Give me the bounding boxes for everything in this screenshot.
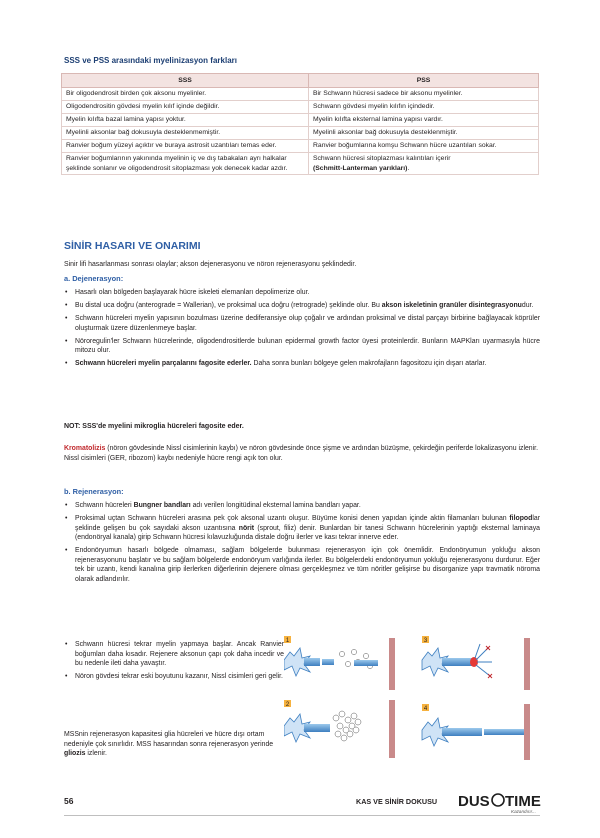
table-cell: Ranvier boğum yüzeyi açıktır ve buraya astrosit uzantıları temas eder. <box>62 139 309 152</box>
comparison-table <box>61 73 539 175</box>
table-cell: Myelin kılıfta bazal lamina yapısı yoktur. <box>62 113 309 126</box>
muscle-fiber <box>524 638 530 690</box>
table-title: SSS ve PSS arasındaki myelinizasyon farkları <box>64 56 237 65</box>
dustime-logo <box>458 789 544 815</box>
table-row <box>62 100 539 113</box>
intro-text: Sinir lifi hasarlanması sonrası olaylar; akson dejenerasyonu ve nöron rejenerasyonu şeklindedir. <box>64 261 357 268</box>
list-item <box>64 546 540 584</box>
axon-segment <box>442 658 472 666</box>
table-cell: Myelin kılıfta eksternal lamina yapısı vardır. <box>309 113 539 126</box>
list-item-bold: Bungner bandları <box>133 502 191 509</box>
chromatolysis-term: Kromatolizis <box>64 445 106 452</box>
panel-number: 3 <box>423 638 428 644</box>
panel-number: 4 <box>423 706 428 712</box>
panel-number: 2 <box>285 702 290 708</box>
page-number: 56 <box>64 796 74 806</box>
panel-1 <box>284 636 395 690</box>
table-cell: Schwann gövdesi myelin kılıfın içindedir. <box>309 100 539 113</box>
list-item <box>64 288 540 298</box>
list-item <box>64 337 540 356</box>
table-cell-bold: (Schmitt-Lanterman yarıkları) <box>313 164 408 172</box>
axon-segment <box>304 724 330 732</box>
table-cell: Bir Schwann hücresi sadece bir aksonu myelinler. <box>309 88 539 101</box>
subheading-degeneration: a. Dejenerasyon: <box>64 274 124 283</box>
list-item <box>64 514 540 543</box>
degeneration-list <box>64 288 540 372</box>
list-item <box>64 640 284 669</box>
list-item-text: Schwann hücreleri myelin yapısının bozulması üzerine dediferansiye olup çoğalır ve ardından proksimal ve distal parçayı birbirine bağlayacak köprüler oluşturmak üzere düzenlenmeye başlar. <box>75 314 540 332</box>
myelin-debris-cluster <box>333 711 361 741</box>
list-item <box>64 359 540 369</box>
table-cell: Ranvier boğumlarına komşu Schwann hücre uzantıları sokar. <box>309 139 539 152</box>
list-item-text: Nöron gövdesi tekrar eski boyutunu kazanır, Nissl cisimleri geri gelir. <box>75 673 283 681</box>
axon-segment <box>322 659 334 665</box>
table-row <box>62 88 539 101</box>
list-item-text: Nöroregulin'ler Schwann hücrelerinde, oligodendrositlerde bulunan epidermal growth factor üyesi proteinlerdir. Bunların MAPKları uyarmasıyla hücre mitozu olur. <box>75 337 540 355</box>
list-item <box>64 672 284 682</box>
mss-text: MSSnin rejenerasyon kapasitesi glia hücreleri ve hücre dışı ortam nedeniyle çok sınırlıdır. MSS hasarından sonra rejenerasyon yerinde <box>64 731 274 748</box>
table-cell: Ranvier boğumlarının yakınında myelinin iç ve dış tabakaları ayrı halkalar şeklinde sonlanır ve oligodendrosit sitoplazması yok denecek kadar azdır. <box>62 152 309 174</box>
table-row <box>62 139 539 152</box>
table-row <box>62 113 539 126</box>
axon-segment <box>442 728 482 736</box>
panel-4 <box>422 704 530 760</box>
chromatolysis-text: (nöron gövdesinde Nissl cisimlerinin kaybı) ve nöron gövdesinde önce şişme ve ardından büzüşme, çekirdeğin periferde lokalizasyonu izlenir. Nissl cisimleri (GER, ribozom) kaybı nedeniyle hücre rengi açık ton olur. <box>64 445 538 462</box>
subheading-regeneration: b. Rejenerasyon: <box>64 487 124 496</box>
footer-divider <box>64 815 540 816</box>
mss-bold: gliozis <box>64 750 86 758</box>
list-item <box>64 501 540 511</box>
table-cell-end: . <box>407 164 410 172</box>
list-item-text: (sprout, filiz) denir. Bunlardan bir tanesi Schwann hücrelerinin yaptığı eksternal laminaya (endonöryal kanala) girip Schwann hücresi kılavuzluğunda distale doğru ilerler ve kası tekrar innerve eder. <box>75 524 541 542</box>
list-item <box>64 314 540 333</box>
logo-text: DUS <box>458 793 490 810</box>
table-cell: Myelinli aksonlar bağ dokusuyla desteklenmemiştir. <box>62 126 309 139</box>
section-title: SİNİR HASARI VE ONARIMI <box>64 240 201 252</box>
list-item-bold: nörit <box>238 524 255 532</box>
list-item-text: Bu distal uca doğru (anterograde = Wallerian), ve proksimal uca doğru (retrograde) şeklinde olur. Bu <box>75 301 382 309</box>
panel-number: 1 <box>285 638 290 644</box>
table-cell: Bir oligodendrosit birden çok aksonu myelinler. <box>62 88 309 101</box>
muscle-fiber <box>524 704 530 760</box>
table-header-pss: PSS <box>309 74 539 88</box>
list-item-text: adı verilen longitüdinal eksternal lamina bandları yapar. <box>190 502 361 509</box>
list-item-bold: akson iskeletinin granüler disintegrasyonu <box>381 301 522 309</box>
logo-tagline: Kazandırır... <box>511 809 536 814</box>
regeneration-figure <box>284 634 540 762</box>
chromatolysis-paragraph <box>64 444 538 463</box>
mss-paragraph <box>64 730 278 759</box>
note-text: NOT: SSS'de myelini mikroglia hücreleri fagosite eder. <box>64 423 244 430</box>
list-item-text: Schwann hücresi tekrar myelin yapmaya başlar. Ancak Ranvier boğumları daha kısadır. Rejenere aksonun çapı çok daha incedir ve bu nedenle ileti daha yavaştır. <box>75 641 284 668</box>
table-header-sss: SSS <box>62 74 309 88</box>
list-item-text: Hasarlı olan bölgeden başlayarak hücre iskeleti elemanları depolimerize olur. <box>75 289 310 296</box>
tooth-icon <box>492 794 504 806</box>
mss-text: izlenir. <box>85 750 107 758</box>
panel-3 <box>422 636 530 690</box>
list-item-text: dur. <box>521 301 534 309</box>
table-row <box>62 152 539 174</box>
list-item-text: lar şeklinde gelişen bu çok sayıdaki akson uzantısına <box>75 514 540 532</box>
regeneration-list-2 <box>64 640 284 685</box>
list-item-bold: filopod <box>509 514 533 522</box>
table-cell-text: Schwann hücresi sitoplazması kalıntıları içerir <box>313 155 451 163</box>
list-item-text: Proksimal uçtan Schwann hücreleri arasına pek çok aksonal uzantı oluşur. Büyüme konisi denen yapıdan içinde aktin filamanları bulunan <box>75 514 510 522</box>
table-cell <box>309 152 539 174</box>
table-cell: Myelinli aksonlar bağ dokusuyla desteklenmiştir. <box>309 126 539 139</box>
panel-2 <box>284 700 395 758</box>
list-item <box>64 301 540 311</box>
table-row <box>62 126 539 139</box>
muscle-fiber <box>389 638 395 690</box>
footer-title: KAS VE SİNİR DOKUSU <box>356 797 438 806</box>
regeneration-list <box>64 501 540 588</box>
list-item-text: Endonöryumun hasarlı bölgede olmaması, sağlam bölgelerde bulunması rejenerasyon için çok önemlidir. Endonöryumun yokluğu akson rejenerasyonunu başlatır ve bu sağlam bölgelerde endonöryum varlığında ilerler. Bu bölgelerdeki endonöryumun yokluğu rejenerasyonu durdurur. Eğer tek bir uzantı, kendi kanalına girip ilerlerken diğerlerinin dejenere olması gerçekleşmez ve tüm nöritler gelişirse bu disorganize yapı travmatik nöroma olarak adlandırılır. <box>75 547 540 583</box>
logo-text: TIME <box>505 793 541 810</box>
table-cell: Oligodendrositin gövdesi myelin kılıf içinde değildir. <box>62 100 309 113</box>
axon-segment <box>304 658 320 666</box>
axon-segment <box>354 660 378 666</box>
list-item-text: Schwann hücreleri <box>75 502 134 509</box>
muscle-fiber <box>389 700 395 758</box>
list-item-bold: Schwann hücreleri myelin parçalarını fagosite ederler. <box>75 360 252 368</box>
list-item-text: Daha sonra bunları bölgeye gelen makrofajların fagositozu için dışarı atarlar. <box>251 360 487 368</box>
axon-segment <box>484 729 524 735</box>
